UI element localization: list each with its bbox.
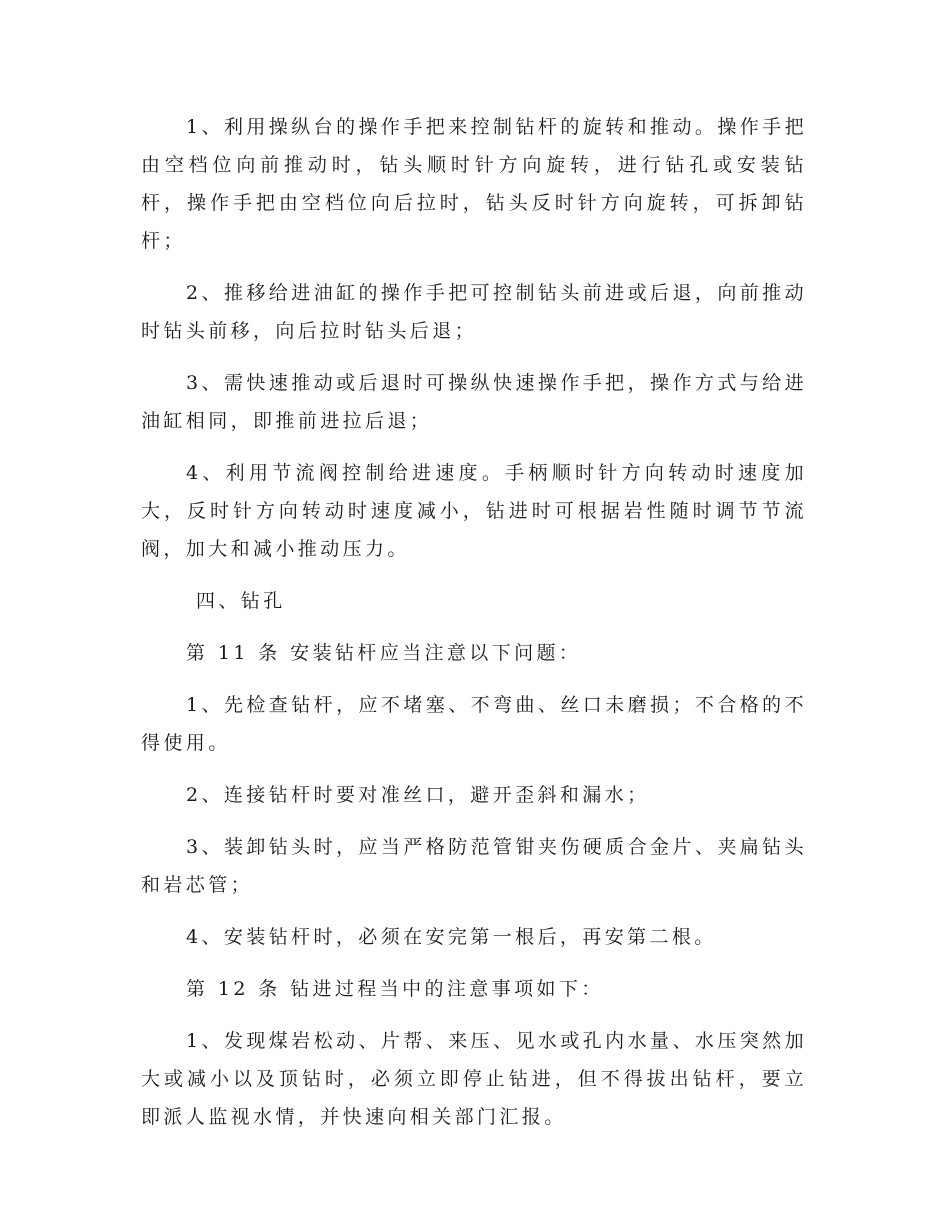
document-body bbox=[141, 108, 807, 1150]
section-heading-drilling: 四、钻孔 bbox=[196, 590, 286, 612]
paragraph-install-order: 4、安装钻杆时，必须在安完第一根后，再安第二根。 bbox=[186, 926, 717, 948]
article-11-heading: 第 11 条 安装钻杆应当注意以下问题： bbox=[186, 642, 582, 664]
paragraph-install-bit: 3、装卸钻头时，应当严格防范管钳夹伤硬质合金片、夹扁钻头和岩芯管； bbox=[141, 836, 807, 896]
paragraph-control-rotation: 1、利用操纵台的操作手把来控制钻杆的旋转和推动。操作手把由空档位向前推动时，钻头顺时针方向旋转，进行钻孔或安装钻杆，操作手把由空档位向后拉时，钻头反时针方向旋转，可拆卸钻杆； bbox=[141, 116, 807, 252]
paragraph-feed-cylinder: 2、推移给进油缸的操作手把可控制钻头前进或后退，向前推动时钻头前移，向后拉时钻头后退； bbox=[141, 282, 807, 342]
paragraph-fast-handle: 3、需快速推动或后退时可操纵快速操作手把，操作方式与给进油缸相同，即推前进拉后退； bbox=[141, 372, 807, 432]
paragraph-stop-drilling: 1、发现煤岩松动、片帮、来压、见水或孔内水量、水压突然加大或减小以及顶钻时，必须立即停止钻进，但不得拔出钻杆，要立即派人监视水情，并快速向相关部门汇报。 bbox=[141, 1030, 807, 1128]
article-12-heading: 第 12 条 钻进过程当中的注意事项如下： bbox=[186, 978, 604, 1000]
paragraph-connect-rod: 2、连接钻杆时要对准丝口，避开歪斜和漏水； bbox=[186, 784, 650, 806]
paragraph-check-rod: 1、先检查钻杆，应不堵塞、不弯曲、丝口未磨损；不合格的不得使用。 bbox=[141, 694, 807, 754]
paragraph-throttle-valve: 4、利用节流阀控制给进速度。手柄顺时针方向转动时速度加大，反时针方向转动时速度减小，钻进时可根据岩性随时调节节流阀，加大和减小推动压力。 bbox=[141, 462, 807, 560]
